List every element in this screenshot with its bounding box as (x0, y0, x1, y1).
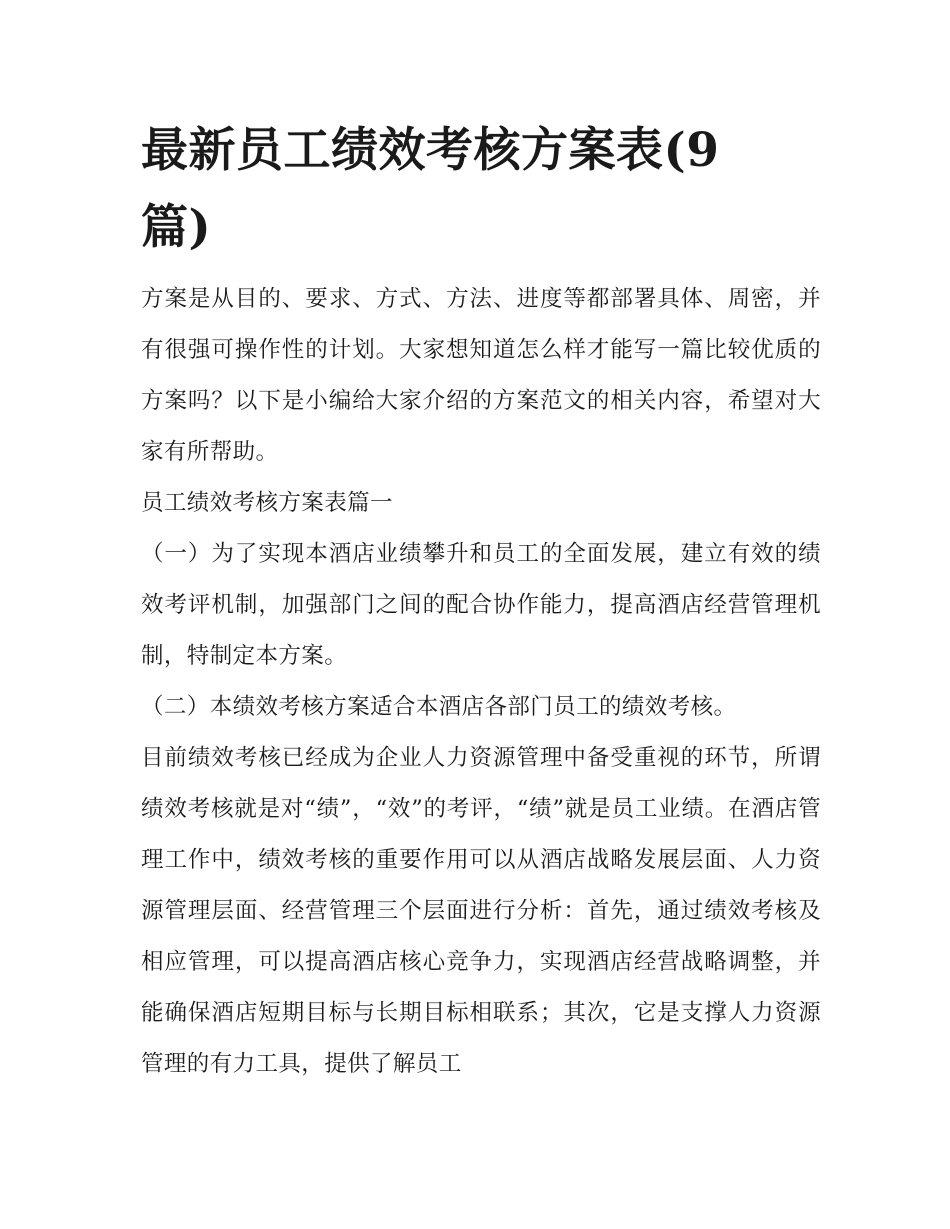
intro-paragraph: 方案是从目的、要求、方式、方法、进度等都部署具体、周密，并有很强可操作性的计划。大家想知道怎么样才能写一篇比较优质的方案吗？以下是小编给大家介绍的方案范文的相关内容，希望对大家有所帮助。 (141, 286, 821, 465)
document-body (141, 274, 821, 1090)
document-title: 最新员工绩效考核方案表(9篇) (141, 123, 720, 255)
body-paragraph: 目前绩效考核已经成为企业人力资源管理中备受重视的环节，所谓绩效考核就是对“绩”，“效”的考评，“绩”就是员工业绩。在酒店管理工作中，绩效考核的重要作用可以从酒店战略发展层面、人力资源管理层面、经营管理三个层面进行分析：首先，通过绩效考核及相应管理，可以提高酒店核心竞争力，实现酒店经营战略调整，并能确保酒店短期目标与长期目标相联系；其次，它是支撑人力资源管理的有力工具，提供了解员工 (141, 745, 821, 1077)
clause-one-paragraph: （一）为了实现本酒店业绩攀升和员工的全面发展，建立有效的绩效考评机制，加强部门之间的配合协作能力，提高酒店经营管理机制，特制定本方案。 (141, 541, 821, 669)
clause-two-paragraph: （二）本绩效考核方案适合本酒店各部门员工的绩效考核。 (141, 694, 737, 720)
section-heading: 员工绩效考核方案表篇一 (141, 490, 393, 516)
